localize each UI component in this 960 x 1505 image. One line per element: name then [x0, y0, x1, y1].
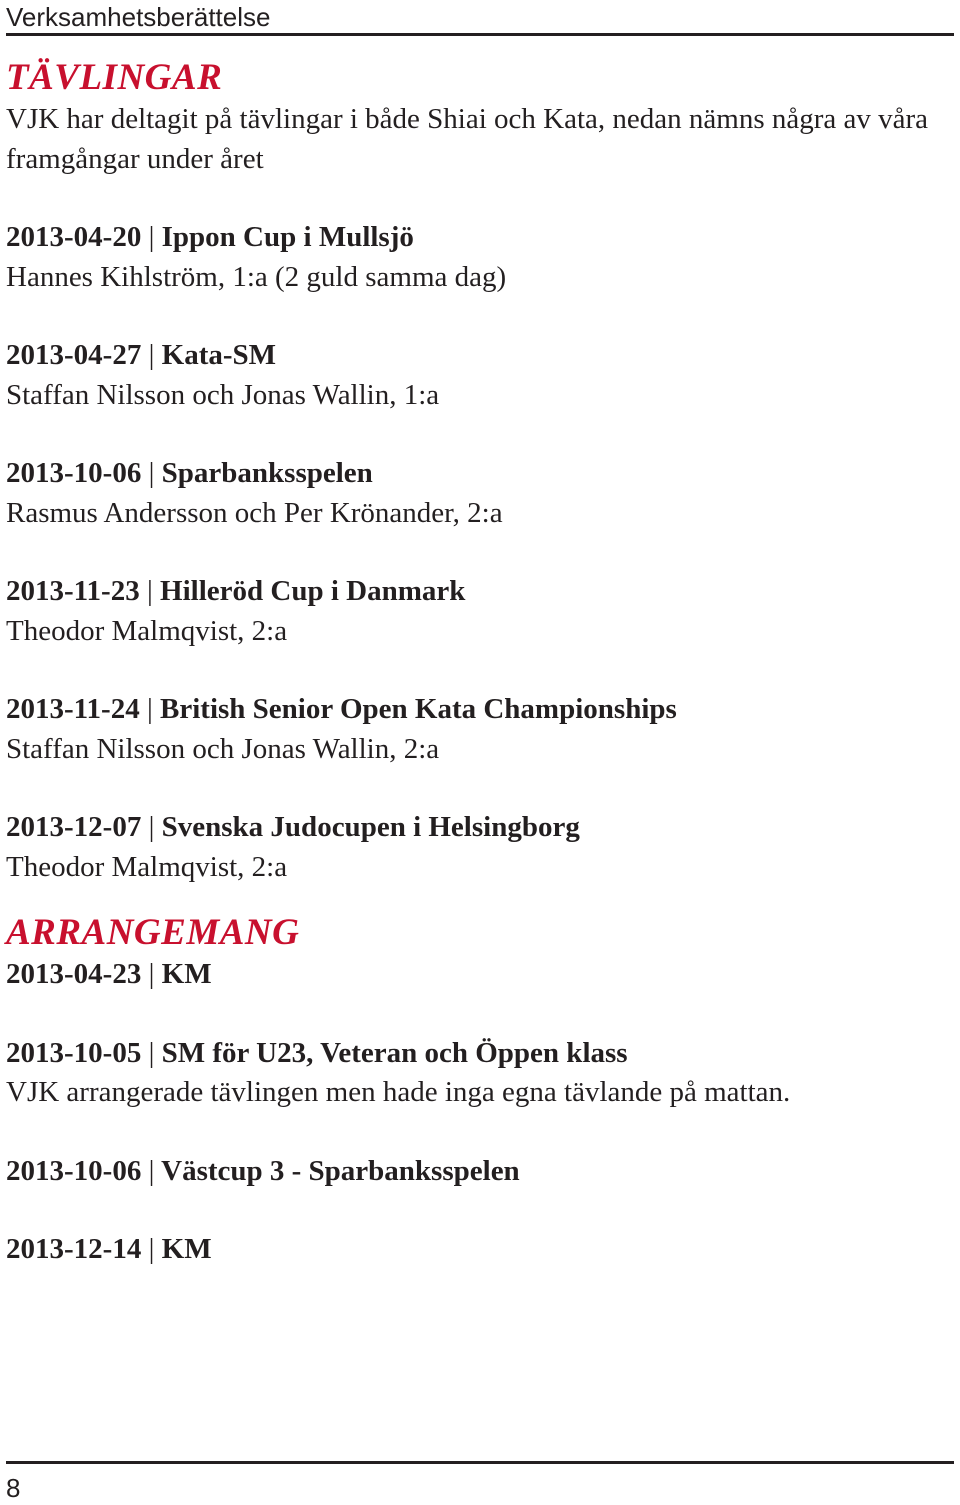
event-detail: Theodor Malmqvist, 2:a	[6, 614, 288, 647]
event-separator: |	[146, 693, 153, 725]
event-date: 2013-12-14	[6, 1233, 142, 1265]
event-title	[6, 336, 954, 376]
event-date: 2013-11-23	[6, 575, 140, 607]
event-item	[6, 1034, 954, 1113]
event-name: Hilleröd Cup i Danmark	[160, 575, 466, 607]
event-name: KM	[161, 958, 212, 990]
section-heading-arrangemang: ARRANGEMANG	[6, 912, 300, 953]
event-item	[6, 955, 954, 995]
event-date: 2013-11-24	[6, 693, 140, 725]
event-separator: |	[148, 1036, 155, 1069]
event-name: Västcup 3 - Sparbanksspelen	[161, 1154, 520, 1187]
running-header-title: Verksamhetsberättelse	[6, 2, 271, 32]
footer-rule	[6, 1461, 954, 1464]
event-separator: |	[148, 221, 155, 253]
event-item	[6, 1230, 954, 1270]
section-intro: VJK har deltagit på tävlingar i både Shiai och Kata, nedan nämns några av våra framgångar under året	[6, 103, 929, 175]
event-item	[6, 1152, 954, 1192]
event-name: KM	[161, 1233, 212, 1265]
event-detail: Theodor Malmqvist, 2:a	[6, 850, 288, 883]
event-detail: Hannes Kihlström, 1:a (2 guld samma dag)	[6, 260, 507, 293]
event-date: 2013-04-23	[6, 958, 142, 990]
event-separator: |	[148, 1154, 155, 1187]
event-title	[6, 955, 954, 995]
event-item	[6, 454, 954, 533]
event-separator: |	[148, 1233, 155, 1265]
event-name: Ippon Cup i Mullsjö	[161, 221, 414, 253]
event-title	[6, 1152, 954, 1192]
event-date: 2013-04-27	[6, 339, 142, 371]
event-name: Svenska Judocupen i Helsingborg	[161, 811, 580, 843]
event-date: 2013-04-20	[6, 221, 142, 253]
event-separator: |	[148, 339, 155, 371]
page-content	[6, 58, 954, 1270]
event-separator: |	[148, 457, 155, 489]
event-detail: Staffan Nilsson och Jonas Wallin, 1:a	[6, 378, 440, 411]
event-title	[6, 218, 954, 258]
event-name: Kata-SM	[161, 339, 277, 371]
event-name: SM för U23, Veteran och Öppen klass	[161, 1036, 628, 1069]
event-date: 2013-10-06	[6, 457, 142, 489]
event-separator: |	[148, 811, 155, 843]
event-title	[6, 454, 954, 494]
event-item	[6, 808, 954, 887]
event-title	[6, 1230, 954, 1270]
event-date: 2013-12-07	[6, 811, 142, 843]
event-detail: VJK arrangerade tävlingen men hade inga egna tävlande på mattan.	[6, 1076, 791, 1108]
event-separator: |	[146, 575, 153, 607]
event-item	[6, 218, 954, 297]
page-number: 8	[6, 1473, 21, 1503]
event-item	[6, 336, 954, 415]
header-rule	[6, 33, 954, 36]
event-date: 2013-10-06	[6, 1154, 142, 1187]
event-title	[6, 690, 954, 730]
event-title	[6, 808, 954, 848]
section-heading-tavlingar: TÄVLINGAR	[6, 57, 223, 98]
event-title	[6, 1034, 954, 1074]
event-separator: |	[148, 958, 155, 990]
section-arrangemang	[6, 913, 954, 1270]
event-name: British Senior Open Kata Championships	[160, 693, 677, 725]
event-detail: Staffan Nilsson och Jonas Wallin, 2:a	[6, 732, 440, 765]
event-detail: Rasmus Andersson och Per Krönander, 2:a	[6, 496, 503, 529]
event-item	[6, 690, 954, 769]
event-date: 2013-10-05	[6, 1036, 142, 1069]
event-item	[6, 572, 954, 651]
event-name: Sparbanksspelen	[161, 457, 373, 489]
event-title	[6, 572, 954, 612]
section-tavlingar	[6, 58, 954, 887]
